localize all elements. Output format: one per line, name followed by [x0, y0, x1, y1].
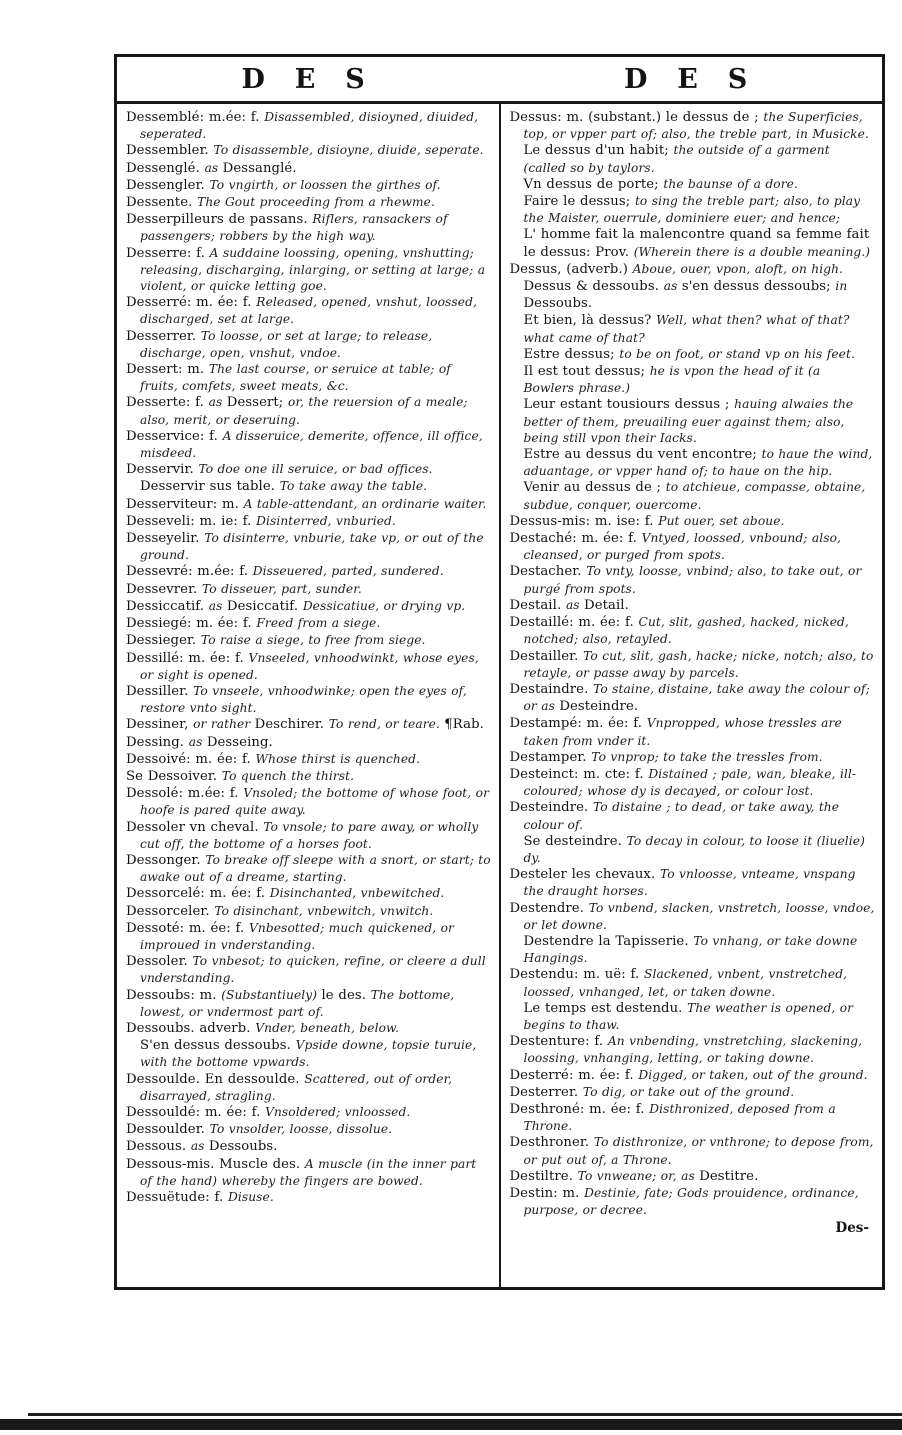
dictionary-entry: [126, 1020, 492, 1037]
dictionary-entry: [510, 614, 876, 647]
dictionary-entry: [510, 715, 876, 748]
headword-text: Detail.: [584, 597, 629, 613]
headword-text: Dessoulder.: [126, 1122, 210, 1138]
headword-text: ¶Rab.: [444, 717, 484, 733]
headword-text: Destaindre.: [509, 681, 594, 697]
gloss-text: Aboue, ouer, vpon, aloft, on high.: [632, 261, 844, 276]
gloss-text: to haue the wind, aduantage, or vpper hand of; to haue on the hip.: [523, 447, 873, 479]
headword-text: Desserviteur: m.: [126, 496, 244, 512]
gloss-text: Riflers, ransackers of passengers; robbers by the high way.: [140, 212, 448, 244]
dictionary-entry: [510, 799, 876, 832]
dictionary-entry: [126, 478, 492, 495]
headword-text: Desteindre.: [559, 699, 639, 715]
dictionary-entry: [126, 513, 492, 530]
dictionary-entry: [126, 245, 492, 295]
headword-text: le des.: [321, 987, 371, 1003]
headword-text: Dessus, (adverb.): [509, 261, 633, 277]
headword-text: Vn dessus de porte;: [523, 176, 664, 192]
headword-text: Desserrer.: [126, 328, 201, 344]
gloss-text: To vnsolder, loosse, dissolue.: [209, 1122, 393, 1137]
gloss-text: as: [565, 597, 585, 612]
dictionary-entry: [126, 142, 492, 159]
dictionary-entry: [510, 1134, 876, 1167]
headword-text: Desterrer.: [509, 1084, 583, 1100]
dictionary-entry: [510, 479, 876, 512]
headword-text: Dessoubs: m.: [126, 987, 222, 1003]
gloss-text: Released, opened, vnshut, loossed, discharged, set at large.: [140, 295, 477, 327]
headword-text: Dessolé: m.ée: f.: [126, 786, 244, 802]
headword-text: Desiccatif.: [226, 598, 303, 614]
dictionary-entry: [126, 530, 492, 563]
headword-text: Dessoubs. adverb.: [126, 1020, 256, 1036]
headword-text: Dessiner,: [126, 717, 194, 733]
headword-text: Destamper.: [509, 749, 592, 765]
gloss-text: Disinchanted, vnbewitched.: [269, 886, 445, 901]
dictionary-entry: [510, 312, 876, 345]
gloss-text: Vnsoldered; vnloossed.: [265, 1104, 411, 1119]
gloss-text: To vnty, loosse, vnbind; also, to take out, or purgé from spots.: [523, 564, 862, 596]
dictionary-entry: [510, 933, 876, 966]
headword-text: Dessert: m.: [126, 362, 209, 378]
headword-text: Le temps est destendu.: [523, 1000, 688, 1016]
dictionary-entry: [510, 530, 876, 563]
dictionary-entry: [510, 513, 876, 530]
headword-text: Dessillé: m. ée: f.: [126, 650, 249, 666]
headword-text: Destaillé: m. ée: f.: [509, 615, 639, 631]
headword-text: Faire le dessus;: [523, 194, 635, 210]
gloss-text: To disthronize, or vnthrone; to depose from, or put out of, a Throne.: [523, 1135, 874, 1167]
headword-text: Dessouldé: m. ée: f.: [126, 1104, 266, 1120]
headword-text: Desserpilleurs de passans.: [126, 212, 313, 228]
gloss-text: The weather is opened, or begins to thaw.: [523, 1000, 854, 1032]
dictionary-entry: [510, 193, 876, 226]
headword-text: Dessemblé: m.ée: f.: [126, 110, 265, 125]
bottom-scan-band: [0, 1419, 902, 1430]
dictionary-entry: [126, 177, 492, 194]
dictionary-entry: [126, 581, 492, 598]
gloss-text: Vnpropped, whose tressles are taken from vnder it.: [523, 716, 842, 748]
text-columns: [117, 104, 882, 1287]
headword-text: Dessoivé: m. ée: f.: [126, 751, 256, 767]
headword-text: Dessengler.: [126, 177, 210, 193]
gloss-text: To disinterre, vnburie, take vp, or out of the ground.: [140, 531, 484, 563]
gloss-text: To disseuer, part, sunder.: [202, 581, 362, 596]
headword-text: Desserré: m. ée: f.: [126, 295, 257, 311]
gloss-text: as: [208, 598, 227, 613]
headword-text: Destin: m.: [509, 1186, 585, 1201]
gloss-text: hauing alwaies the better of them, preuailing euer against them; also, being still vpon their Iacks.: [523, 397, 854, 445]
gloss-text: Destinie, fate; Gods prouidence, ordinance, purpose, or decree.: [523, 1186, 859, 1218]
bottom-scan-line: [28, 1413, 902, 1416]
dictionary-entry: [126, 751, 492, 768]
headword-text: S'en dessus dessoubs.: [140, 1038, 296, 1054]
headword-text: Dessoler vn cheval.: [126, 819, 264, 835]
dictionary-entry: [126, 109, 492, 142]
gloss-text: Well, what then? what of that? what came of that?: [523, 313, 850, 345]
headword-text: L' homme fait la malencontre quand sa femme fait le dessus: Prov.: [523, 227, 870, 260]
gloss-text: A disseruice, demerite, offence, ill office, misdeed.: [140, 428, 483, 461]
gloss-text: as: [190, 1139, 209, 1154]
gloss-text: the outside of a garment (called so by taylors.: [523, 143, 830, 175]
headword-text: Destitre.: [699, 1168, 759, 1184]
gloss-text: To breake off sleepe with a snort, or start; to awake out of a dreame, starting.: [140, 852, 491, 885]
headword-text: Destailler.: [509, 648, 584, 664]
running-head-left: D E S: [241, 64, 376, 95]
gloss-text: To vnprop; to take the tressles from.: [591, 749, 823, 764]
dictionary-entry: [126, 394, 492, 427]
gloss-text: Slackened, vnbent, vnstretched, loossed, vnhanged, let, or taken downe.: [523, 967, 848, 999]
gloss-text: To rend, or teare.: [328, 717, 445, 732]
dictionary-entry: [126, 1138, 492, 1155]
dictionary-entry: [510, 900, 876, 933]
headword-text: Dessus-mis: m. ise: f.: [509, 513, 659, 529]
gloss-text: To quench the thirst.: [221, 768, 355, 783]
gloss-text: To loosse, or set at large; to release, discharge, open, vnshut, vndoe.: [140, 328, 433, 360]
page-frame: [114, 54, 885, 1290]
gloss-text: To vnseele, vnhoodwinke; open the eyes of, restore vnto sight.: [140, 683, 467, 716]
dictionary-entry: [510, 766, 876, 799]
dictionary-entry: [510, 142, 876, 175]
headword-text: Dessonger.: [126, 852, 206, 868]
gloss-text: To decay in colour, to loose it (liuelie) dy.: [523, 833, 865, 865]
dictionary-entry: [510, 346, 876, 363]
gloss-text: Vnseeled, vnhoodwinkt, whose eyes, or sight is opened.: [140, 650, 479, 682]
dictionary-entry: [510, 176, 876, 193]
dictionary-entry: [126, 194, 492, 211]
dictionary-entry: [126, 563, 492, 580]
headword-text: Deschirer.: [254, 717, 329, 733]
headword-text: Destaché: m. ée: f.: [509, 531, 642, 547]
headword-text: Dessoubs.: [208, 1139, 278, 1155]
headword-text: Dessuëtude: f.: [126, 1190, 228, 1205]
gloss-text: To vnhang, or take downe Hangings.: [523, 933, 858, 966]
headword-text: Il est tout dessus;: [523, 364, 650, 380]
dictionary-entry: [126, 294, 492, 327]
dictionary-entry: [510, 1101, 876, 1134]
gloss-text: Disinterred, vnburied.: [256, 513, 396, 528]
gloss-text: Scattered, out of order, disarrayed, stragling.: [140, 1071, 453, 1103]
gloss-text: in: [835, 279, 848, 294]
gloss-text: A suddaine loossing, opening, vnshutting; releasing, discharging, inlarging, or setting at large; a violent, or quicke letting goe.: [140, 245, 486, 294]
headword-text: Dessiegé: m. ée: f.: [126, 616, 257, 632]
headword-text: Dessing.: [126, 734, 189, 750]
dictionary-entry: [126, 885, 492, 902]
dictionary-entry: [510, 1185, 876, 1218]
gloss-text: To raise a siege, to free from siege.: [200, 633, 426, 648]
dictionary-entry: [126, 683, 492, 716]
dictionary-entry: [510, 966, 876, 999]
gloss-text: (Substantiuely): [221, 987, 322, 1002]
gloss-text: To disinchant, vnbewitch, vnwitch.: [214, 903, 434, 918]
dictionary-entry: [126, 1189, 492, 1206]
gloss-text: Disthronized, deposed from a Throne.: [523, 1101, 836, 1134]
dictionary-entry: [510, 833, 876, 866]
headword-text: Dessente.: [126, 195, 198, 211]
headword-text: Desserre: f.: [126, 245, 210, 261]
dictionary-entry: [510, 749, 876, 766]
headword-text: Desseveli: m. ie: f.: [126, 513, 257, 529]
headword-text: Destampé: m. ée: f.: [509, 716, 647, 732]
headword-text: Dessanglé.: [222, 160, 297, 176]
gloss-text: To vnsole; to pare away, or wholly cut off, the bottome of a horses foot.: [140, 819, 479, 851]
headword-text: Dessevrer.: [126, 581, 203, 597]
headword-text: Desseyelir.: [126, 531, 205, 547]
gloss-text: or, the reuersion of a meale; also, merit, or deseruing.: [140, 395, 468, 427]
dictionary-entry: [126, 160, 492, 177]
headword-text: Desservir sus table.: [140, 479, 280, 495]
dictionary-entry: [126, 903, 492, 920]
gloss-text: Freed from a siege.: [256, 616, 381, 631]
dictionary-entry: [126, 953, 492, 986]
gloss-text: Vntyed, loossed, vnbound; also, cleansed, or purged from spots.: [523, 531, 841, 563]
dictionary-entry: [126, 632, 492, 649]
headword-text: Dessus & dessoubs.: [523, 279, 664, 295]
headword-text: Dessembler.: [126, 143, 214, 159]
dictionary-entry: [126, 1156, 492, 1189]
dictionary-entry: [126, 328, 492, 361]
dictionary-entry: [510, 1084, 876, 1101]
headword-text: Destiltre.: [509, 1168, 578, 1184]
gloss-text: as: [204, 160, 223, 175]
gloss-text: An vnbending, vnstretching, slackening, loossing, vnhanging, letting, or taking downe.: [523, 1034, 863, 1066]
gloss-text: (Wherein there is a double meaning.): [633, 244, 871, 259]
dictionary-entry: [126, 920, 492, 953]
gloss-text: Disassembled, disioyned, diuided, seperated.: [140, 110, 479, 142]
gloss-text: Vnsoled; the bottome of whose foot, or hoofe is pared quite away.: [140, 786, 490, 818]
gloss-text: To cut, slit, gash, hacke; nicke, notch; also, to retayle, or passe away by parcels.: [523, 648, 874, 680]
dictionary-entry: [126, 716, 492, 733]
headword-text: Destendu: m. uë: f.: [509, 967, 645, 983]
dictionary-entry: [126, 819, 492, 852]
gloss-text: To vnloosse, vnteame, vnspang the draught horses.: [523, 867, 856, 899]
headword-text: Leur estant tousiours dessus ;: [523, 397, 735, 413]
headword-text: Estre dessus;: [523, 346, 620, 362]
dictionary-entry: [510, 1067, 876, 1084]
gloss-text: To doe one ill seruice, or bad offices.: [198, 462, 433, 477]
gloss-text: To take away the table.: [279, 479, 428, 494]
dictionary-entry: [510, 109, 876, 142]
gloss-text: as: [188, 734, 207, 749]
dictionary-entry: [126, 1104, 492, 1121]
headword-text: Dessieger.: [126, 633, 201, 649]
gloss-text: to sing the treble part; also, to play the Maister, ouerrule, dominiere euer; and hence;: [523, 194, 861, 226]
headword-text: Dessoulde. En dessoulde.: [126, 1071, 305, 1087]
headword-text: Desteinct: m. cte: f.: [509, 766, 649, 782]
headword-text: Estre au dessus du vent encontre;: [523, 447, 762, 463]
dictionary-entry: [126, 361, 492, 394]
gloss-text: Vpside downe, topsie turuie, with the bottome vpwards.: [140, 1038, 477, 1070]
dictionary-entry: [510, 597, 876, 614]
running-heads: [117, 57, 882, 104]
headword-text: Dessous.: [126, 1139, 191, 1155]
gloss-text: A muscle (in the inner part of the hand) whereby the fingers are bowed.: [140, 1156, 477, 1188]
running-head-right: D E S: [623, 64, 758, 95]
gloss-text: Disuse.: [227, 1190, 274, 1204]
column-right: [501, 104, 883, 1287]
gloss-text: Cut, slit, gashed, hacked, nicked, notched; also, retayled.: [523, 615, 849, 647]
gloss-text: Digged, or taken, out of the ground.: [638, 1067, 868, 1082]
dictionary-entry: [126, 1121, 492, 1138]
headword-text: Dessert;: [226, 395, 289, 411]
gloss-text: the Superficies, top, or vpper part of; also, the treble part, in Musicke.: [523, 110, 869, 142]
gloss-text: To vnweane; or, as: [577, 1168, 700, 1183]
headword-text: Et bien, là dessus?: [523, 313, 657, 329]
dictionary-entry: [510, 278, 876, 312]
gloss-text: The last course, or seruice at table; of fruits, comfets, sweet meats, &c.: [140, 362, 451, 394]
headword-text: Desteler les chevaux.: [509, 867, 660, 883]
dictionary-entry: [510, 648, 876, 681]
column-left: [117, 104, 499, 1287]
dictionary-entry: [126, 650, 492, 683]
dictionary-entry: [510, 563, 876, 596]
headword-text: Desthroné: m. ée: f.: [509, 1101, 650, 1117]
gloss-text: Whose thirst is quenched.: [255, 751, 421, 766]
headword-text: Desserte: f.: [126, 395, 209, 411]
gloss-text: Dessicatiue, or drying vp.: [302, 598, 466, 613]
dictionary-entry: [510, 1168, 876, 1185]
gloss-text: To disassemble, disioyne, diuide, seperate.: [213, 143, 484, 158]
headword-text: Desteindre.: [509, 800, 593, 816]
headword-text: Dessus: m. (substant.) le dessus de ;: [509, 110, 764, 125]
headword-text: Destail.: [509, 597, 566, 613]
headword-text: Desthroner.: [509, 1135, 594, 1151]
gloss-text: the baunse of a dore.: [663, 176, 798, 191]
gloss-text: as: [663, 279, 682, 294]
headword-text: Le dessus d'un habit;: [523, 143, 674, 159]
gloss-text: he is vpon the head of it (a Bowlers phrase.): [523, 364, 821, 396]
headword-text: Se Dessoiver.: [126, 768, 222, 784]
headword-text: Desseing.: [206, 734, 273, 750]
dictionary-entry: [126, 211, 492, 244]
gloss-text: Vnder, beneath, below.: [255, 1020, 400, 1035]
dictionary-entry: [126, 615, 492, 632]
gloss-text: to be on foot, or stand vp on his feet.: [619, 346, 855, 361]
gloss-text: To vnbend, slacken, vnstretch, loosse, vndoe, or let downe.: [523, 900, 875, 932]
headword-text: Destendre la Tapisserie.: [523, 933, 694, 949]
dictionary-entry: [126, 852, 492, 885]
dictionary-entry: [510, 226, 876, 260]
headword-text: Destendre.: [509, 900, 589, 916]
headword-text: Dessorcelé: m. ée: f.: [126, 886, 270, 902]
gloss-text: To vngirth, or loossen the girthes of.: [209, 177, 441, 192]
headword-text: Dessiller.: [126, 683, 194, 699]
headword-text: Dessiccatif.: [126, 598, 209, 614]
catchword: Des-: [835, 1220, 869, 1237]
headword-text: Dessoté: m. ée: f.: [126, 920, 250, 936]
headword-text: Venir au dessus de ;: [523, 480, 666, 496]
dictionary-entry: [510, 261, 876, 278]
headword-text: Desservir.: [126, 462, 199, 478]
headword-text: Dessenglé.: [126, 160, 205, 176]
dictionary-entry: [126, 785, 492, 818]
gloss-text: The bottome, lowest, or vndermost part of.: [140, 987, 455, 1019]
headword-text: Dessous-mis. Muscle des.: [126, 1156, 305, 1172]
dictionary-entry: [126, 598, 492, 615]
headword-text: Desservice: f.: [126, 428, 223, 444]
headword-text: Dessoubs.: [523, 296, 593, 312]
headword-text: Destacher.: [509, 564, 587, 580]
dictionary-entry: [126, 1037, 492, 1070]
dictionary-entry: [510, 866, 876, 899]
gloss-text: Disseuered, parted, sundered.: [252, 564, 444, 579]
dictionary-entry: [126, 428, 492, 461]
headword-text: Desterré: m. ée: f.: [509, 1067, 639, 1083]
gloss-text: A table-attendant, an ordinarie waiter.: [243, 496, 487, 511]
dictionary-entry: [126, 734, 492, 751]
gloss-text: Vnbesotted; much quickened, or improued in vnderstanding.: [140, 920, 454, 952]
dictionary-entry: [510, 681, 876, 715]
gloss-text: To dig, or take out of the ground.: [582, 1084, 795, 1099]
gloss-text: Distained ; pale, wan, bleake, ill-coloured; whose dy is decayed, or colour lost.: [523, 766, 857, 799]
dictionary-entry: [510, 396, 876, 446]
gloss-text: To distaine ; to dead, or take away, the colour of.: [523, 800, 840, 832]
headword-text: Destenture: f.: [509, 1034, 608, 1050]
gloss-text: To staine, distaine, take away the colour of; or as: [523, 681, 870, 714]
dictionary-entry: [510, 446, 876, 479]
headword-text: Dessoler.: [126, 954, 193, 970]
dictionary-entry: [510, 1033, 876, 1066]
gloss-text: Put ouer, set aboue.: [658, 513, 785, 528]
dictionary-entry: [126, 768, 492, 785]
dictionary-entry: [126, 987, 492, 1020]
gloss-text: The Gout proceeding from a rhewme.: [197, 195, 435, 210]
gloss-text: as: [208, 395, 227, 410]
headword-text: s'en dessus dessoubs;: [681, 279, 836, 295]
gloss-text: to atchieue, compasse, obtaine, subdue, conquer, ouercome.: [523, 480, 866, 512]
headword-text: Se desteindre.: [523, 833, 627, 849]
dictionary-entry: [510, 363, 876, 396]
gloss-text: or rather: [193, 717, 255, 732]
headword-text: Dessevré: m.ée: f.: [126, 564, 253, 580]
gloss-text: To vnbesot; to quicken, refine, or cleere a dull vnderstanding.: [140, 954, 486, 986]
dictionary-entry: [510, 1000, 876, 1033]
dictionary-entry: [126, 461, 492, 478]
dictionary-entry: [126, 1071, 492, 1104]
headword-text: Dessorceler.: [126, 903, 215, 919]
dictionary-entry: [126, 496, 492, 513]
